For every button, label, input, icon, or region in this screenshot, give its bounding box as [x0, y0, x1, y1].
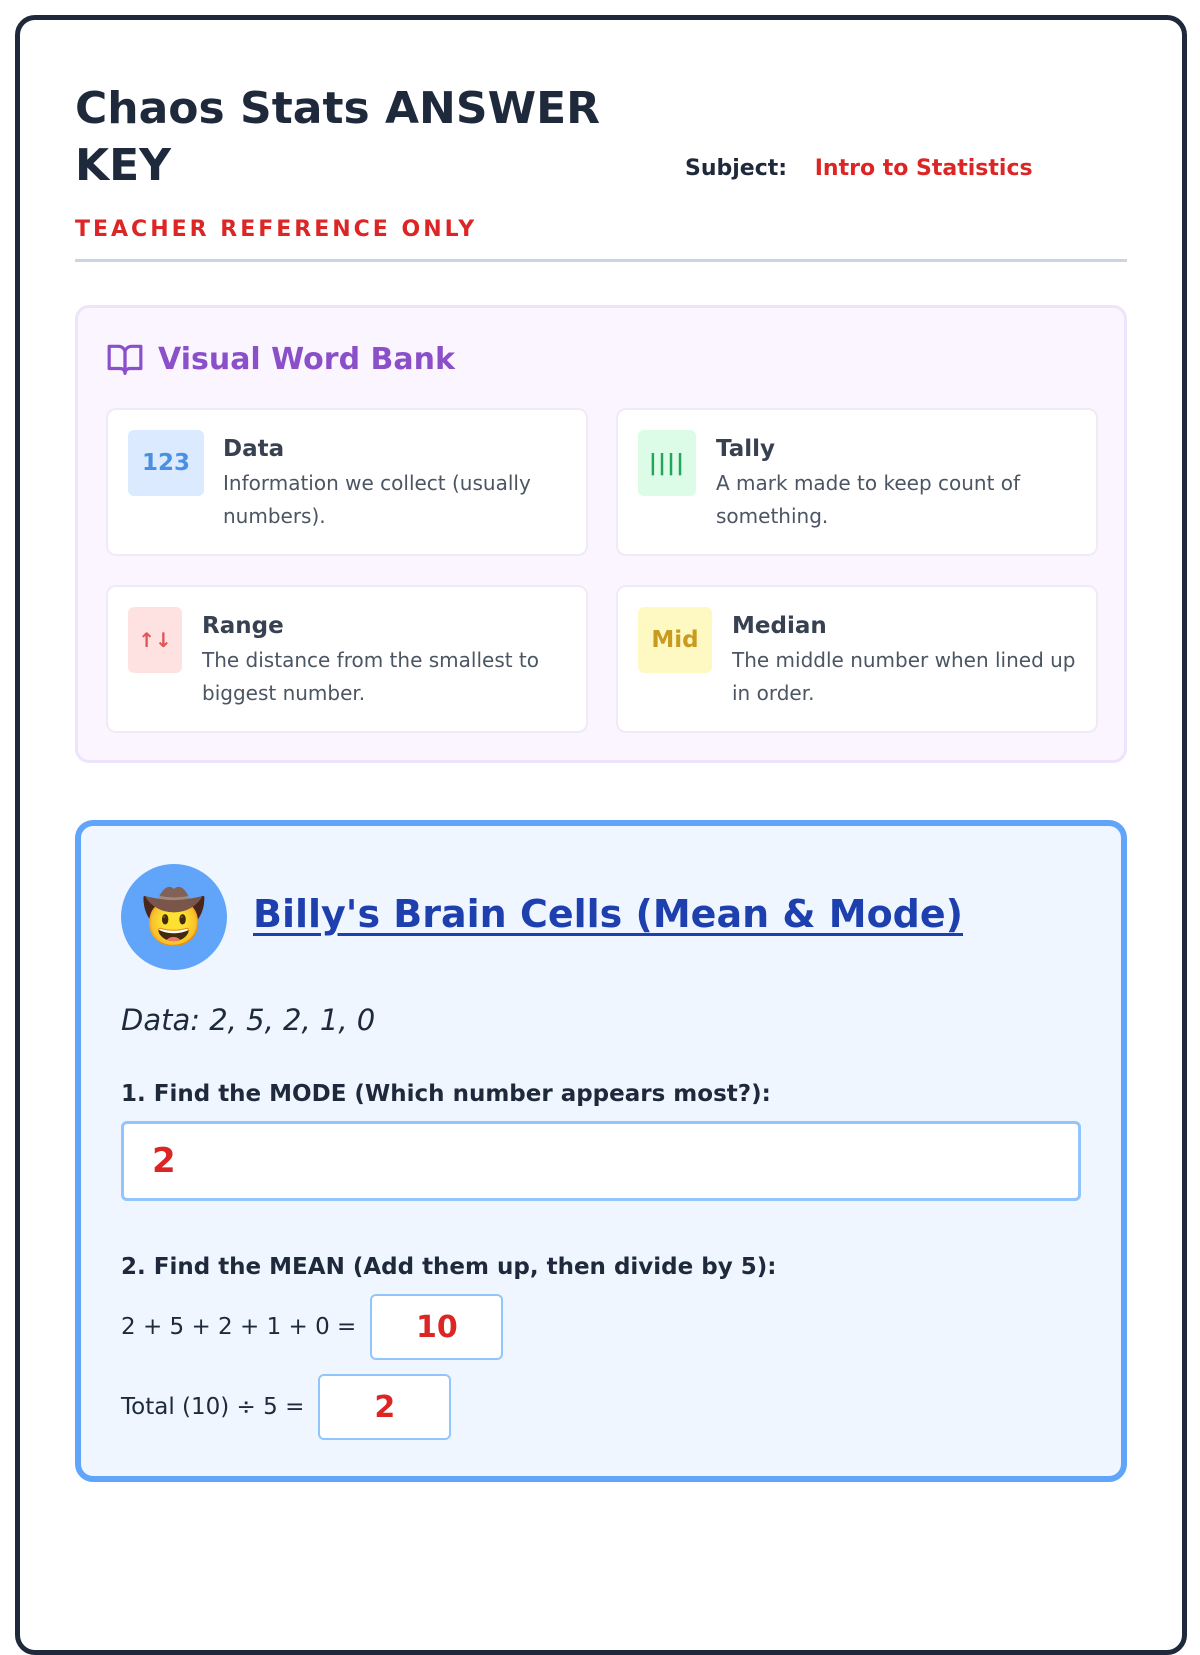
teacher-reference-label: TEACHER REFERENCE ONLY	[75, 217, 478, 242]
word-definition: The distance from the smallest to biggest number.	[202, 648, 540, 705]
word-definition: The middle number when lined up in order.	[732, 648, 1076, 705]
middle-icon: Mid	[638, 607, 712, 673]
word-term: Range	[202, 613, 284, 639]
word-card-tally	[616, 408, 1098, 556]
question-1-label: 1. Find the MODE (Which number appears most?):	[121, 1081, 771, 1107]
divide-expression: Total (10) ÷ 5 =	[121, 1394, 305, 1420]
word-definition: Information we collect (usually numbers).	[223, 471, 531, 528]
divide-row	[121, 1374, 451, 1440]
book-open-icon	[106, 340, 144, 378]
word-card-text	[223, 434, 568, 533]
word-card-text	[716, 434, 1078, 533]
sum-expression: 2 + 5 + 2 + 1 + 0 =	[121, 1314, 357, 1340]
question-2-label: 2. Find the MEAN (Add them up, then divide by 5):	[121, 1254, 777, 1280]
mean-answer-field[interactable]: 2	[318, 1374, 451, 1440]
word-bank-title: Visual Word Bank	[158, 341, 455, 377]
page-title: Chaos Stats ANSWER KEY	[75, 83, 601, 191]
sum-answer-field[interactable]: 10	[370, 1294, 503, 1360]
sum-row	[121, 1294, 503, 1360]
word-definition: A mark made to keep count of something.	[716, 471, 1021, 528]
problem-title: Billy's Brain Cells (Mean & Mode)	[253, 892, 964, 936]
subject-line	[685, 156, 1033, 181]
word-term: Median	[732, 613, 827, 639]
cowboy-avatar-icon: 🤠	[121, 864, 227, 970]
word-bank	[75, 305, 1127, 763]
word-card-range	[106, 585, 588, 733]
tally-marks-icon: ||||	[638, 430, 696, 496]
numbers-icon: 123	[128, 430, 204, 496]
word-card-median	[616, 585, 1098, 733]
data-set: Data: 2, 5, 2, 1, 0	[121, 1003, 376, 1037]
subject-value: Intro to Statistics	[814, 156, 1033, 181]
word-card-data	[106, 408, 588, 556]
word-term: Data	[223, 436, 285, 462]
worksheet-header	[75, 80, 1127, 262]
word-bank-heading	[106, 340, 455, 378]
up-down-arrows-icon: ↑↓	[128, 607, 182, 673]
problem-card	[75, 820, 1127, 1482]
word-card-text	[202, 611, 568, 710]
word-card-text	[732, 611, 1078, 710]
mode-answer-field[interactable]: 2	[121, 1121, 1081, 1201]
word-term: Tally	[716, 436, 776, 462]
worksheet	[15, 15, 1187, 1655]
subject-label: Subject:	[685, 156, 788, 181]
